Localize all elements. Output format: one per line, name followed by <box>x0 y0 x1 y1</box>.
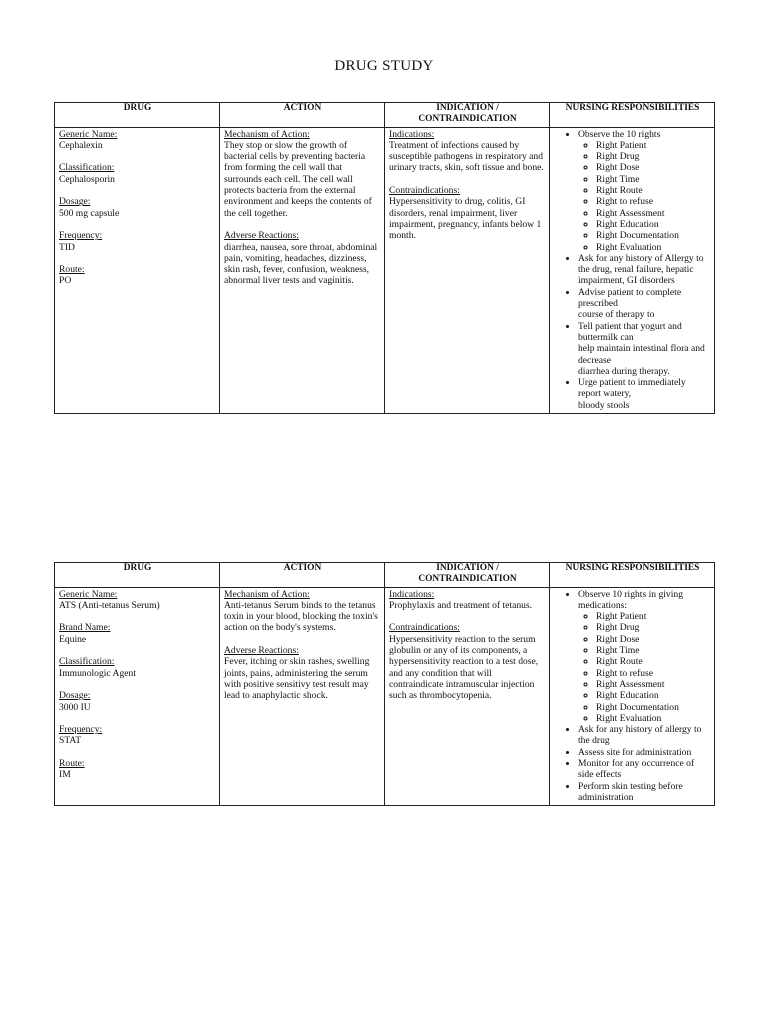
nursing-item-text: Ask for any history of Allergy to the drug, renal failure, hepatic impairment, GI disorders <box>578 252 704 287</box>
field-value: ATS (Anti-tetanus Serum) <box>59 599 160 611</box>
drug-cell <box>55 127 220 413</box>
indication-cell <box>385 127 550 413</box>
nursing-item-text: Monitor for any occurrence of side effects <box>578 758 695 781</box>
field-label: Adverse Reactions: <box>224 230 299 242</box>
spacer <box>224 219 381 230</box>
field-value: STAT <box>59 735 82 747</box>
list-item <box>578 589 711 725</box>
header-action: ACTION <box>220 103 385 128</box>
spacer <box>224 634 381 645</box>
spacer <box>59 151 216 162</box>
action-cell <box>220 127 385 413</box>
header-drug: DRUG <box>55 103 220 128</box>
indication-cell <box>385 587 550 806</box>
action-cell <box>220 587 385 806</box>
field-label: Classification: <box>59 656 115 668</box>
field-label: Generic Name: <box>59 588 118 600</box>
list-item <box>578 747 711 758</box>
rights-item: ◦ Right Documentation <box>596 702 711 713</box>
list-item <box>578 321 711 377</box>
field-value: Equine <box>59 633 87 645</box>
header-indication: INDICATION / CONTRAINDICATION <box>385 103 550 128</box>
header-nursing: NURSING RESPONSIBILITIES <box>550 103 715 128</box>
field-label: Generic Name: <box>59 128 118 140</box>
field-value: Hypersensitivity reaction to the serum globulin or any of its components, a hypersensitivity reaction to a test dose, and any condition that will contraindicate intramuscular injection such as thrombocytopenia. <box>389 633 539 702</box>
field-label: Classification: <box>59 162 115 174</box>
spacer <box>59 679 216 690</box>
spacer <box>59 645 216 656</box>
spacer <box>59 747 216 758</box>
field-value: Anti-tetanus Serum binds to the tetanus toxin in your blood, blocking the toxin's action on the body's systems. <box>224 599 378 634</box>
list-item <box>578 758 711 781</box>
nursing-list <box>554 129 711 411</box>
nursing-item-text: Urge patient to immediately report watery, <box>578 377 686 400</box>
table-row <box>55 127 715 413</box>
field-value: PO <box>59 275 72 287</box>
rights-item: ◦ Right Route <box>596 185 711 196</box>
list-item <box>578 724 711 747</box>
field-value: TID <box>59 241 75 253</box>
nursing-item-text: Tell patient that yogurt and buttermilk can <box>578 320 682 343</box>
rights-item: ◦ Right Documentation <box>596 230 711 241</box>
rights-item: ◦ Right Route <box>596 656 711 667</box>
spacer <box>59 713 216 724</box>
nursing-item-text: help maintain intestinal flora and decrease <box>578 343 705 366</box>
field-label: Dosage: <box>59 196 91 208</box>
header-row <box>55 563 715 588</box>
rights-item: ◦ Right Drug <box>596 622 711 633</box>
rights-item: ◦ Right Assessment <box>596 208 711 219</box>
field-label: Dosage: <box>59 690 91 702</box>
field-label: Route: <box>59 758 85 770</box>
list-item <box>578 377 711 411</box>
field-label: Frequency: <box>59 724 103 736</box>
list-item <box>578 287 711 321</box>
drug-study-table-cephalexin <box>54 102 715 414</box>
header-nursing: NURSING RESPONSIBILITIES <box>550 563 715 588</box>
field-value: Cephalosporin <box>59 173 115 185</box>
list-item <box>578 253 711 287</box>
field-value: Cephalexin <box>59 139 103 151</box>
spacer <box>59 219 216 230</box>
field-value: IM <box>59 769 71 781</box>
field-label: Indications: <box>389 128 435 140</box>
field-label: Mechanism of Action: <box>224 128 310 140</box>
field-value: 3000 IU <box>59 701 91 713</box>
rights-item: ◦ Right to refuse <box>596 668 711 679</box>
field-value: 500 mg capsule <box>59 207 120 219</box>
rights-item: ◦ Right Time <box>596 645 711 656</box>
field-label: Brand Name: <box>59 622 111 634</box>
field-label: Contraindications: <box>389 185 460 197</box>
nursing-intro: Observe 10 rights in giving medications: <box>578 588 683 611</box>
field-label: Mechanism of Action: <box>224 588 310 600</box>
nursing-cell <box>550 587 715 806</box>
rights-list <box>578 140 711 253</box>
table-row <box>55 587 715 806</box>
field-value: Hypersensitivity to drug, colitis, GI disorders, renal impairment, liver impairment, pregnancy, infants below 1 month. <box>389 196 542 242</box>
nursing-intro: Observe the 10 rights <box>578 128 661 140</box>
nursing-item-text: diarrhea during therapy. <box>578 365 670 377</box>
field-label: Adverse Reactions: <box>224 645 299 657</box>
header-row <box>55 103 715 128</box>
rights-item: ◦ Right Time <box>596 174 711 185</box>
spacer <box>59 185 216 196</box>
nursing-item-text: Ask for any history of allergy to the drug <box>578 724 702 747</box>
list-item <box>578 129 711 253</box>
list-item <box>578 781 711 804</box>
rights-item: ◦ Right Education <box>596 690 711 701</box>
nursing-item-text: course of therapy to <box>578 309 655 321</box>
field-value: They stop or slow the growth of bacterial cells by preventing bacteria from forming the cell wall that surrounds each cell. The cell wall protects bacteria from the external environment and keeps the contents of the cell together. <box>224 139 372 219</box>
spacer <box>389 174 546 185</box>
nursing-cell <box>550 127 715 413</box>
field-value: Treatment of infections caused by susceptible pathogens in respiratory and urinary tracts, skin, soft tissue and bone. <box>389 139 544 174</box>
header-drug: DRUG <box>55 563 220 588</box>
field-label: Route: <box>59 264 85 276</box>
rights-item: ◦ Right to refuse <box>596 196 711 207</box>
nursing-item-text: Perform skin testing before administration <box>578 780 683 803</box>
rights-item: ◦ Right Patient <box>596 140 711 151</box>
rights-item: ◦ Right Evaluation <box>596 242 711 253</box>
drug-study-table-ats <box>54 562 715 806</box>
field-label: Frequency: <box>59 230 103 242</box>
field-value: Fever, itching or skin rashes, swelling joints, pains, administering the serum with positive sensitivy test result may lead to anaphylactic shock. <box>224 656 370 702</box>
rights-list <box>578 611 711 724</box>
field-value: Immunologic Agent <box>59 667 137 679</box>
page-title: DRUG STUDY <box>334 58 434 74</box>
header-action: ACTION <box>220 563 385 588</box>
spacer <box>389 611 546 622</box>
nursing-item-text: Assess site for administration <box>578 746 692 758</box>
rights-item: ◦ Right Patient <box>596 611 711 622</box>
field-value: Prophylaxis and treatment of tetanus. <box>389 599 533 611</box>
spacer <box>59 253 216 264</box>
header-indication: INDICATION / CONTRAINDICATION <box>385 563 550 588</box>
rights-item: ◦ Right Evaluation <box>596 713 711 724</box>
rights-item: ◦ Right Drug <box>596 151 711 162</box>
rights-item: ◦ Right Assessment <box>596 679 711 690</box>
field-value: diarrhea, nausea, sore throat, abdominal pain, vomiting, headaches, dizziness, skin rash, fever, confusion, weakness, abnormal liver tests and vaginitis. <box>224 241 378 287</box>
field-label: Indications: <box>389 588 435 600</box>
field-label: Contraindications: <box>389 622 460 634</box>
nursing-item-text: Advise patient to complete prescribed <box>578 286 682 310</box>
nursing-item-text: bloody stools <box>578 399 630 411</box>
spacer <box>59 611 216 622</box>
rights-item: ◦ Right Education <box>596 219 711 230</box>
rights-item: ◦ Right Dose <box>596 162 711 173</box>
drug-cell <box>55 587 220 806</box>
rights-item: ◦ Right Dose <box>596 634 711 645</box>
nursing-list <box>554 589 711 804</box>
